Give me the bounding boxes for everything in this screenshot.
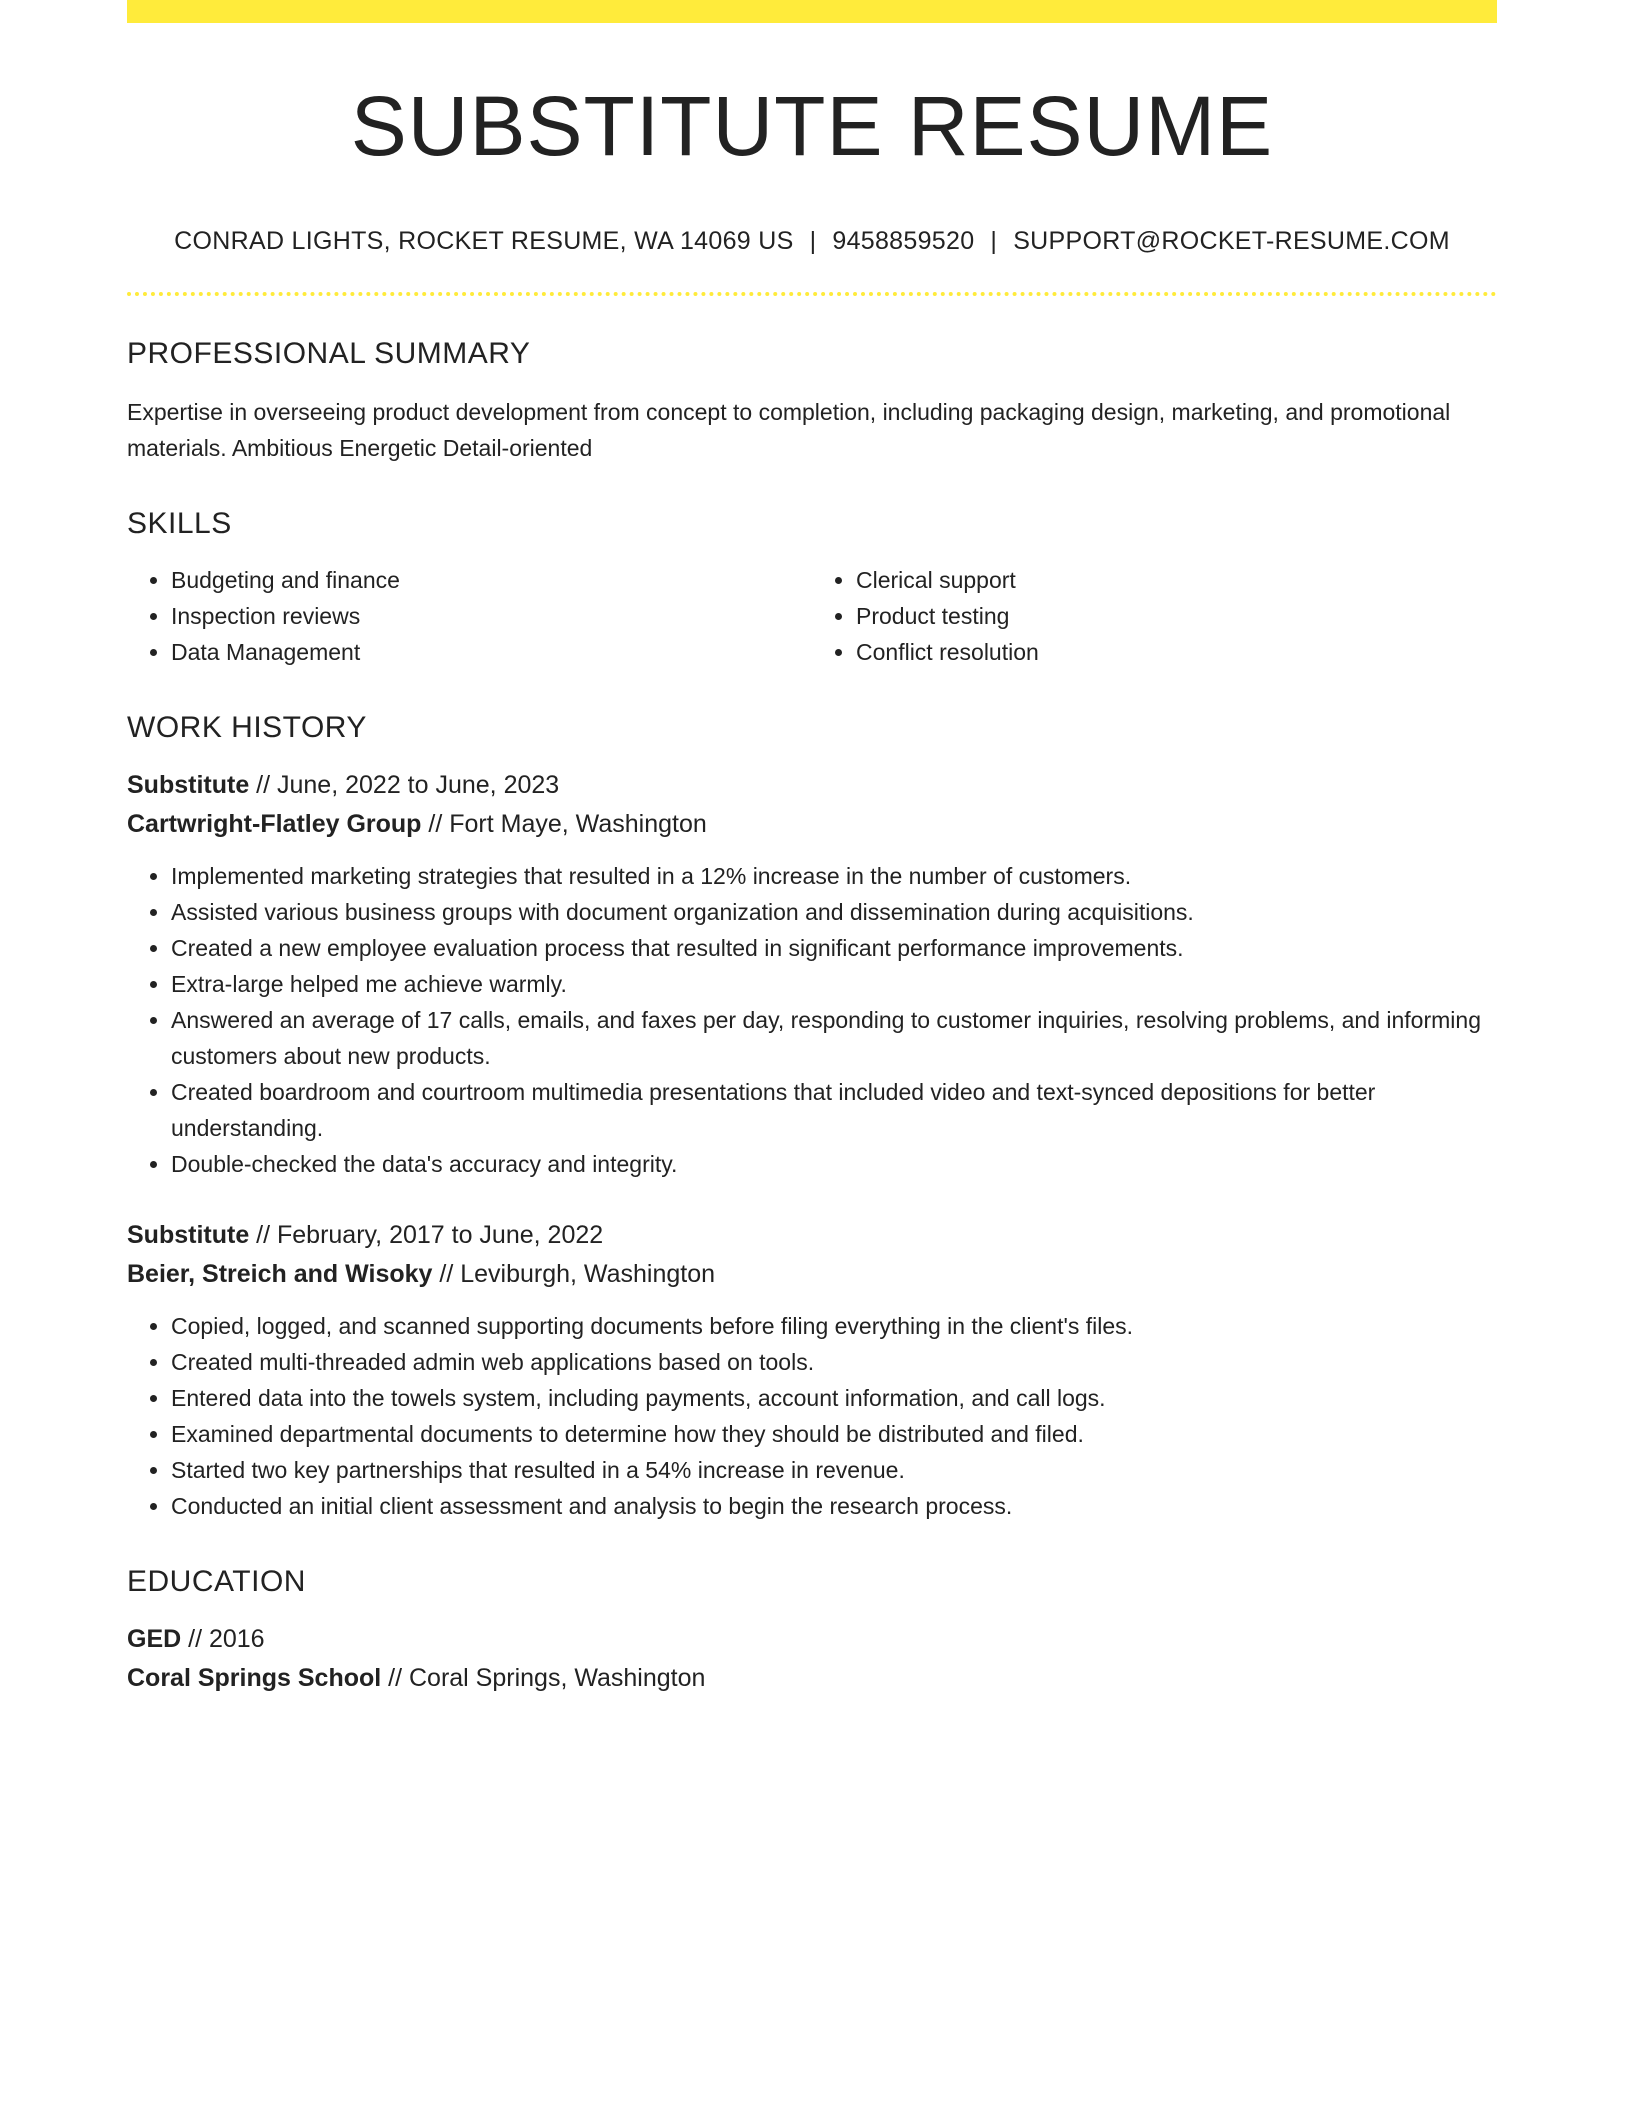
contact-line [127,226,1497,256]
job-company-line [127,805,1497,844]
job-bullets [127,858,1497,1182]
education-school: Coral Springs School [127,1664,382,1693]
skill-item: • Inspection reviews [171,598,812,634]
summary-heading: PROFESSIONAL SUMMARY [127,337,531,371]
skills-list-right [812,562,1497,670]
job-company: Cartwright-Flatley Group [127,810,422,839]
skill-item: • Conflict resolution [856,634,1497,670]
skill-item: • Data Management [171,634,812,670]
job-location: // Fort Maye, Washington [421,810,707,839]
education-location: // Coral Springs, Washington [381,1664,706,1693]
education-degree-line [127,1620,1497,1659]
accent-top-bar [127,0,1497,23]
skills-list-left [127,562,812,670]
job-bullet: • Assisted various business groups with document organization and dissemination during acquisitions. [171,894,1497,930]
job-bullets [127,1308,1497,1524]
job-bullet: • Double-checked the data's accuracy and integrity. [171,1146,1497,1182]
job-bullet: • Created boardroom and courtroom multimedia presentations that included video and text-synced depositions for better understanding. [171,1074,1497,1146]
summary-text: Expertise in overseeing product development from concept to completion, including packaging design, marketing, and promotional materials. Ambitious Energetic Detail-oriented [127,399,1451,462]
education-degree: GED [127,1625,182,1654]
job-company-line [127,1255,1497,1294]
contact-separator: | [990,227,998,256]
job-bullet: • Created multi-threaded admin web applications based on tools. [171,1344,1497,1380]
job-title: Substitute [127,771,250,800]
job-bullet: • Entered data into the towels system, including payments, account information, and call logs. [171,1380,1497,1416]
contact-phone: 9458859520 [832,227,975,256]
skills-columns [127,562,1497,670]
job-location: // Leviburgh, Washington [432,1260,716,1289]
education-school-line [127,1659,1497,1698]
resume-title: SUBSTITUTE RESUME [350,79,1274,173]
dotted-divider [127,292,1497,296]
contact-address: CONRAD LIGHTS, ROCKET RESUME, WA 14069 US [174,227,794,256]
education-entry [127,1620,1497,1698]
skill-item: • Clerical support [856,562,1497,598]
skill-item: • Product testing [856,598,1497,634]
job-bullet: • Started two key partnerships that resulted in a 54% increase in revenue. [171,1452,1497,1488]
job-title: Substitute [127,1221,250,1250]
job-entry [127,766,1497,1182]
job-title-line [127,1216,1497,1255]
job-bullet: • Copied, logged, and scanned supporting documents before filing everything in the client's files. [171,1308,1497,1344]
education-year: // 2016 [181,1625,265,1654]
resume-content [127,23,1497,1698]
job-entry [127,1216,1497,1524]
job-dates: // February, 2017 to June, 2022 [249,1221,604,1250]
contact-email: SUPPORT@ROCKET-RESUME.COM [1013,227,1450,256]
job-bullet: • Answered an average of 17 calls, emails, and faxes per day, responding to customer inquiries, resolving problems, and informing customers about new products. [171,1002,1497,1074]
job-title-line [127,766,1497,805]
education-heading: EDUCATION [127,1565,306,1599]
job-bullet: • Implemented marketing strategies that resulted in a 12% increase in the number of customers. [171,858,1497,894]
job-bullet: • Extra-large helped me achieve warmly. [171,966,1497,1002]
skill-item: • Budgeting and finance [171,562,812,598]
job-dates: // June, 2022 to June, 2023 [249,771,560,800]
job-bullet: • Conducted an initial client assessment and analysis to begin the research process. [171,1488,1497,1524]
skills-heading: SKILLS [127,507,232,541]
work-history-heading: WORK HISTORY [127,711,367,745]
job-company: Beier, Streich and Wisoky [127,1260,433,1289]
contact-separator: | [809,227,817,256]
job-bullet: • Examined departmental documents to determine how they should be distributed and filed. [171,1416,1497,1452]
job-bullet: • Created a new employee evaluation process that resulted in significant performance improvements. [171,930,1497,966]
